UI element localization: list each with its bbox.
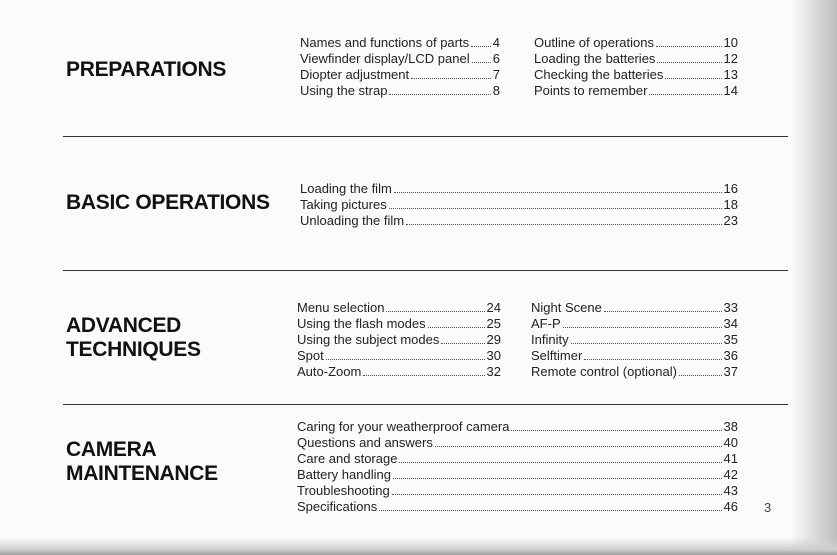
toc-entry-page: 24 bbox=[486, 300, 501, 315]
leader-dots bbox=[435, 445, 722, 447]
toc-entry-page: 7 bbox=[492, 67, 500, 82]
toc-entry-label: Using the flash modes bbox=[297, 316, 426, 331]
toc-entry-page: 12 bbox=[723, 51, 738, 66]
toc-entry-page: 33 bbox=[723, 300, 738, 315]
toc-entry[interactable] bbox=[297, 300, 501, 316]
page-edge-shadow-right bbox=[791, 0, 837, 555]
toc-entry-label: AF-P bbox=[531, 316, 561, 331]
leader-dots bbox=[665, 77, 721, 79]
toc-entry[interactable] bbox=[300, 35, 500, 51]
toc-entry-label: Battery handling bbox=[297, 467, 391, 482]
toc-entry-page: 41 bbox=[723, 451, 738, 466]
toc-entry-page: 34 bbox=[723, 316, 738, 331]
toc-entry-label: Loading the film bbox=[300, 181, 392, 196]
toc-entry-label: Loading the batteries bbox=[534, 51, 656, 66]
page-number: 3 bbox=[764, 500, 772, 515]
toc-entry-page: 35 bbox=[723, 332, 738, 347]
toc-entry-label: Names and functions of parts bbox=[300, 35, 470, 50]
toc-entry[interactable] bbox=[297, 348, 501, 364]
toc-entry-page: 29 bbox=[486, 332, 501, 347]
toc-entry-label: Remote control (optional) bbox=[531, 364, 677, 379]
leader-dots bbox=[679, 374, 722, 376]
leader-dots bbox=[649, 93, 721, 95]
toc-entry[interactable] bbox=[531, 364, 738, 380]
toc-entry-label: Infinity bbox=[531, 332, 569, 347]
toc-entry[interactable] bbox=[534, 67, 738, 83]
toc-entry[interactable] bbox=[300, 181, 738, 197]
toc-entry-page: 13 bbox=[723, 67, 738, 82]
section-title-advanced-techniques bbox=[66, 314, 201, 362]
toc-entry-label: Selftimer bbox=[531, 348, 583, 363]
toc-entry-label: Care and storage bbox=[297, 451, 398, 466]
toc-entry[interactable] bbox=[297, 435, 738, 451]
leader-dots bbox=[428, 326, 485, 328]
leader-dots bbox=[584, 358, 721, 360]
toc-entry[interactable] bbox=[297, 364, 501, 380]
toc-entry[interactable] bbox=[531, 316, 738, 332]
section-title-line: CAMERA bbox=[66, 438, 157, 461]
section-title-preparations bbox=[66, 58, 226, 82]
section-title-camera-maintenance bbox=[66, 438, 218, 486]
toc-entry-label: Spot bbox=[297, 348, 324, 363]
toc-entry-page: 4 bbox=[492, 35, 500, 50]
section-title-line: BASIC OPERATIONS bbox=[66, 191, 270, 214]
leader-dots bbox=[389, 207, 722, 209]
leader-dots bbox=[472, 61, 491, 63]
section-divider bbox=[63, 404, 788, 405]
toc-entry[interactable] bbox=[297, 499, 738, 515]
toc-entry-label: Checking the batteries bbox=[534, 67, 664, 82]
section-title-line: TECHNIQUES bbox=[66, 338, 201, 361]
toc-entry[interactable] bbox=[531, 300, 738, 316]
toc-column-preparations-left bbox=[300, 35, 500, 99]
leader-dots bbox=[392, 493, 722, 495]
section-divider bbox=[63, 270, 788, 271]
toc-entry-page: 25 bbox=[486, 316, 501, 331]
toc-entry-label: Unloading the film bbox=[300, 213, 405, 228]
toc-entry-page: 30 bbox=[486, 348, 501, 363]
toc-entry[interactable] bbox=[300, 197, 738, 213]
toc-entry[interactable] bbox=[534, 83, 738, 99]
toc-entry-page: 46 bbox=[723, 499, 738, 514]
leader-dots bbox=[389, 93, 490, 95]
toc-entry-label: Taking pictures bbox=[300, 197, 387, 212]
toc-column-advanced-left bbox=[297, 300, 501, 380]
section-title-line: ADVANCED bbox=[66, 314, 182, 337]
toc-entry-page: 32 bbox=[486, 364, 501, 379]
leader-dots bbox=[386, 310, 484, 312]
toc-entry[interactable] bbox=[297, 483, 738, 499]
toc-entry-label: Menu selection bbox=[297, 300, 385, 315]
leader-dots bbox=[511, 429, 721, 431]
toc-entry-label: Auto-Zoom bbox=[297, 364, 362, 379]
toc-entry[interactable] bbox=[297, 451, 738, 467]
toc-column-basic-operations bbox=[300, 181, 738, 229]
toc-entry-label: Specifications bbox=[297, 499, 378, 514]
toc-entry-label: Troubleshooting bbox=[297, 483, 390, 498]
leader-dots bbox=[326, 358, 485, 360]
toc-entry[interactable] bbox=[300, 51, 500, 67]
toc-entry[interactable] bbox=[300, 83, 500, 99]
toc-entry[interactable] bbox=[531, 348, 738, 364]
section-title-basic-operations bbox=[66, 191, 270, 215]
leader-dots bbox=[399, 461, 721, 463]
toc-entry-page: 37 bbox=[723, 364, 738, 379]
toc-entry-page: 10 bbox=[723, 35, 738, 50]
leader-dots bbox=[571, 342, 722, 344]
leader-dots bbox=[604, 310, 722, 312]
leader-dots bbox=[363, 374, 484, 376]
section-divider bbox=[63, 136, 788, 137]
toc-entry-page: 8 bbox=[492, 83, 500, 98]
toc-entry-label: Diopter adjustment bbox=[300, 67, 410, 82]
toc-entry-page: 6 bbox=[492, 51, 500, 66]
toc-entry-label: Using the strap bbox=[300, 83, 388, 98]
toc-entry-label: Caring for your weatherproof camera bbox=[297, 419, 510, 434]
toc-entry-page: 23 bbox=[723, 213, 738, 228]
toc-entry-page: 42 bbox=[723, 467, 738, 482]
section-title-line: PREPARATIONS bbox=[66, 58, 227, 81]
toc-entry[interactable] bbox=[297, 419, 738, 435]
toc-entry-label: Outline of operations bbox=[534, 35, 654, 50]
toc-column-advanced-right bbox=[531, 300, 738, 380]
toc-entry[interactable] bbox=[531, 332, 738, 348]
toc-entry[interactable] bbox=[297, 467, 738, 483]
toc-column-camera-maintenance bbox=[297, 419, 738, 515]
toc-entry-page: 38 bbox=[723, 419, 738, 434]
toc-entry[interactable] bbox=[300, 67, 500, 83]
toc-entry-label: Points to remember bbox=[534, 83, 648, 98]
toc-entry-page: 40 bbox=[723, 435, 738, 450]
leader-dots bbox=[656, 45, 722, 47]
leader-dots bbox=[563, 326, 722, 328]
leader-dots bbox=[411, 77, 491, 79]
leader-dots bbox=[406, 223, 721, 225]
leader-dots bbox=[393, 477, 722, 479]
toc-entry-label: Night Scene bbox=[531, 300, 602, 315]
toc-entry-label: Questions and answers bbox=[297, 435, 433, 450]
toc-entry-page: 18 bbox=[723, 197, 738, 212]
leader-dots bbox=[441, 342, 484, 344]
toc-entry-page: 43 bbox=[723, 483, 738, 498]
toc-entry[interactable] bbox=[300, 213, 738, 229]
toc-entry-page: 14 bbox=[723, 83, 738, 98]
leader-dots bbox=[394, 191, 722, 193]
toc-entry-label: Using the subject modes bbox=[297, 332, 440, 347]
toc-entry-page: 36 bbox=[723, 348, 738, 363]
toc-entry[interactable] bbox=[297, 316, 501, 332]
toc-entry[interactable] bbox=[534, 51, 738, 67]
leader-dots bbox=[471, 45, 491, 47]
section-title-line: MAINTENANCE bbox=[66, 462, 218, 485]
page-edge-shadow-bottom bbox=[0, 537, 837, 555]
toc-entry[interactable] bbox=[534, 35, 738, 51]
toc-entry[interactable] bbox=[297, 332, 501, 348]
toc-column-preparations-right bbox=[534, 35, 738, 99]
leader-dots bbox=[379, 509, 721, 511]
toc-entry-page: 16 bbox=[723, 181, 738, 196]
toc-entry-label: Viewfinder display/LCD panel bbox=[300, 51, 470, 66]
leader-dots bbox=[657, 61, 721, 63]
